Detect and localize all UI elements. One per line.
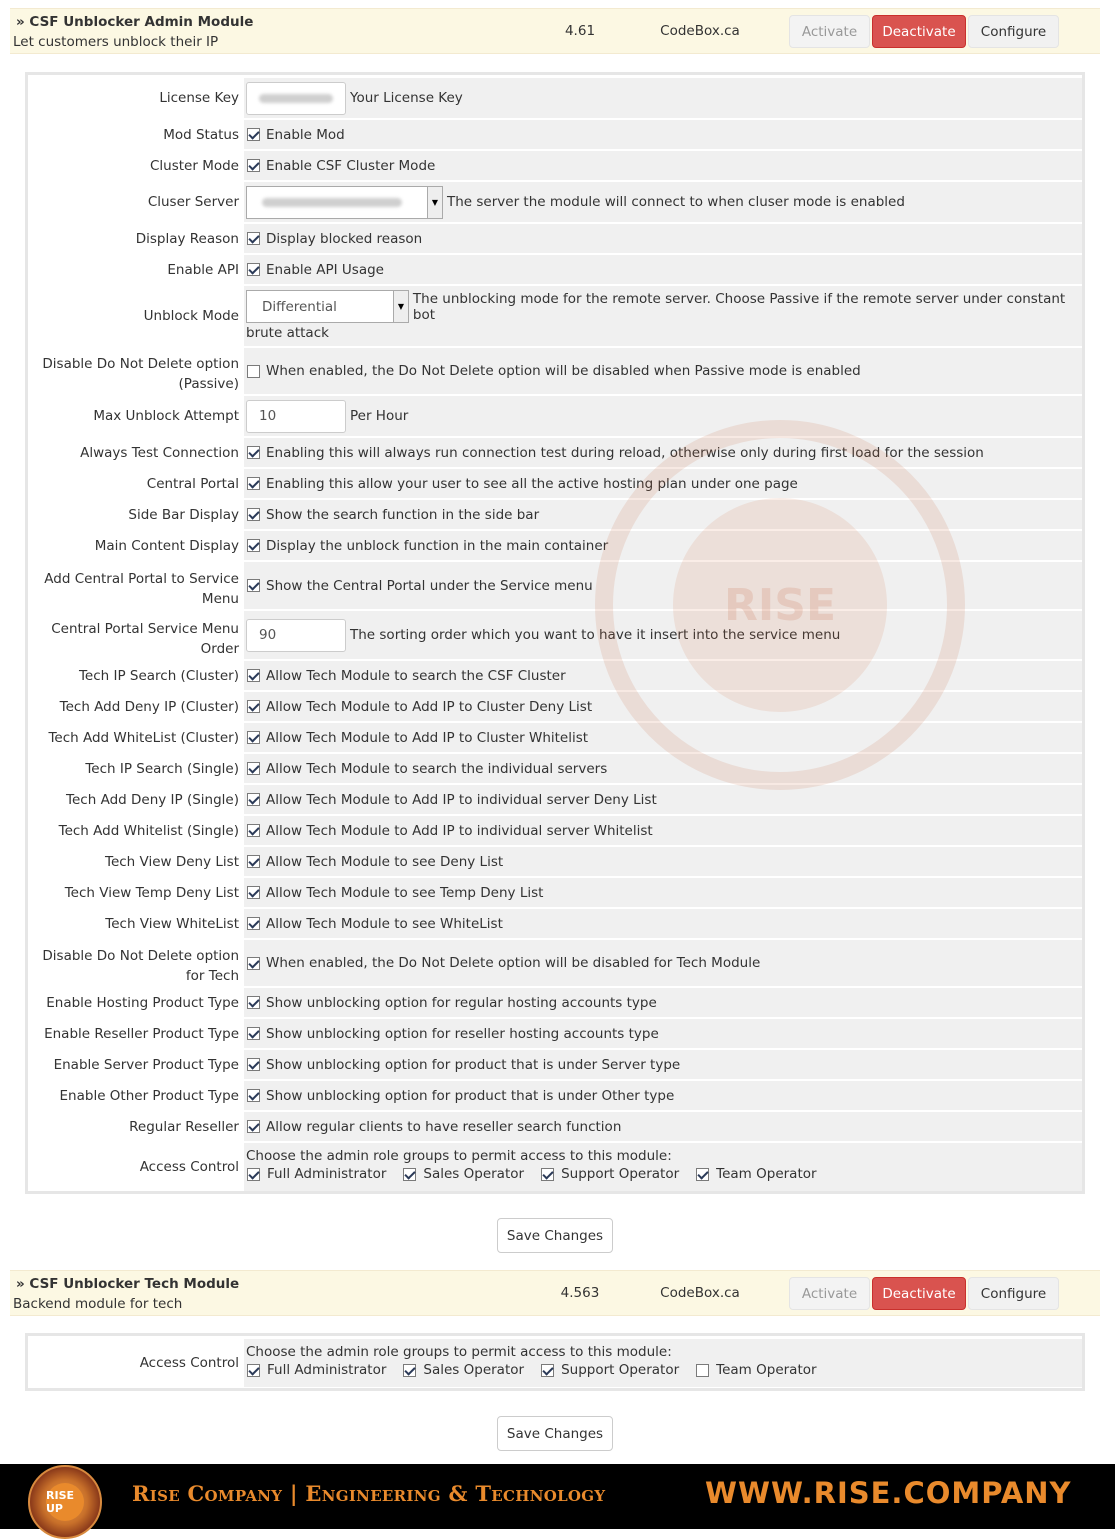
field-text: Enable CSF Cluster Mode [266, 157, 436, 174]
field-hint: The unblocking mode for the remote server. Choose Passive if the remote server under constant bot [412, 290, 1066, 323]
row-disable-dnd-tech [30, 940, 1082, 986]
row-tech-add-deny-cluster [30, 692, 1082, 721]
field-hint: The server the module will connect to when cluser mode is enabled [447, 194, 905, 210]
field-label: Enable Other Product Type [30, 1081, 241, 1110]
role-label: Support Operator [561, 1166, 680, 1182]
module-author: CodeBox.ca [660, 1285, 740, 1301]
field-hint: Per Hour [350, 408, 409, 424]
field-text: Enable Mod [266, 126, 345, 143]
cp-menu-order-input[interactable]: 90 [246, 619, 346, 652]
row-license-key [30, 78, 1082, 118]
row-unblock-mode [30, 286, 1082, 346]
configure-button[interactable]: Configure [968, 1277, 1059, 1310]
disable-dnd-tech-checkbox[interactable] [247, 957, 260, 970]
side-bar-checkbox[interactable] [247, 508, 260, 521]
role-checkbox[interactable] [247, 1364, 260, 1377]
field-text: Allow Tech Module to Add IP to individual server Deny List [266, 791, 657, 808]
field-text: Allow Tech Module to Add IP to Cluster Deny List [266, 698, 593, 715]
role-label: Full Administrator [267, 1362, 387, 1378]
activate-button[interactable]: Activate [789, 1277, 870, 1310]
field-text: Allow Tech Module to search the CSF Cluster [266, 667, 566, 684]
field-label: Central Portal Service Menu [51, 621, 239, 637]
tech-module-header [10, 1270, 1100, 1316]
row-cluser-server [30, 182, 1082, 222]
unblock-mode-select[interactable] [246, 290, 409, 323]
field-text: Show unblocking option for product that is under Other type [266, 1087, 675, 1104]
field-label: Tech View Deny List [30, 847, 241, 876]
field-text: Enabling this allow your user to see all the active hosting plan under one page [266, 475, 798, 492]
field-label: Tech Add Deny IP (Single) [30, 785, 241, 814]
row-display-reason [30, 224, 1082, 253]
field-label: Tech View WhiteList [30, 909, 241, 938]
role-checkbox[interactable] [696, 1168, 709, 1181]
always-test-checkbox[interactable] [247, 446, 260, 459]
tech-add-deny-single-checkbox[interactable] [247, 793, 260, 806]
role-checkbox[interactable] [247, 1168, 260, 1181]
field-text: Enable API Usage [266, 261, 384, 278]
hosting-product-checkbox[interactable] [247, 996, 260, 1009]
tech-ip-search-single-checkbox[interactable] [247, 762, 260, 775]
row-tech-view-temp-deny [30, 878, 1082, 907]
field-text: When enabled, the Do Not Delete option will be disabled for Tech Module [266, 955, 761, 971]
admin-module-header [10, 8, 1100, 54]
field-text: Allow Tech Module to see WhiteList [266, 915, 503, 932]
field-text: Show the Central Portal under the Service menu [266, 577, 593, 594]
regular-reseller-checkbox[interactable] [247, 1120, 260, 1133]
field-text: Enabling this will always run connection test during reload, otherwise only during first load for the session [266, 444, 984, 461]
field-text: Allow Tech Module to see Temp Deny List [266, 884, 544, 901]
tech-config-panel [25, 1333, 1085, 1391]
reseller-product-checkbox[interactable] [247, 1027, 260, 1040]
tech-ip-search-cluster-checkbox[interactable] [247, 669, 260, 682]
row-main-content [30, 531, 1082, 560]
row-central-portal [30, 469, 1082, 498]
field-text: Allow Tech Module to see Deny List [266, 853, 504, 870]
deactivate-button[interactable]: Deactivate [872, 15, 966, 48]
field-label: Cluster Mode [30, 151, 241, 180]
select-value: Differential [262, 298, 337, 315]
field-text: Allow Tech Module to Add IP to individual server Whitelist [266, 822, 653, 839]
field-label: Max Unblock Attempt [30, 396, 241, 436]
row-regular-reseller [30, 1112, 1082, 1141]
role-label: Team Operator [716, 1362, 817, 1378]
field-label: Tech View Temp Deny List [30, 878, 241, 907]
role-checkbox[interactable] [541, 1168, 554, 1181]
module-author: CodeBox.ca [660, 23, 740, 39]
field-text: Allow regular clients to have reseller search function [266, 1118, 622, 1135]
field-label: Enable Server Product Type [30, 1050, 241, 1079]
field-label: Disable Do Not Delete option [42, 356, 239, 372]
tech-add-deny-cluster-checkbox[interactable] [247, 700, 260, 713]
field-label: Regular Reseller [30, 1112, 241, 1141]
module-description: Backend module for tech [13, 1296, 183, 1312]
field-hint-continued: brute attack [246, 325, 329, 341]
field-text: Allow Tech Module to search the individual servers [266, 760, 608, 777]
row-server-product [30, 1050, 1082, 1079]
role-checkbox[interactable] [541, 1364, 554, 1377]
module-description: Let customers unblock their IP [13, 34, 219, 50]
row-side-bar [30, 500, 1082, 529]
tech-add-whitelist-cluster-checkbox[interactable] [247, 731, 260, 744]
row-always-test [30, 438, 1082, 467]
module-version: 4.563 [560, 1285, 600, 1301]
row-disable-dnd-passive [30, 348, 1082, 394]
row-tech-add-deny-single [30, 785, 1082, 814]
add-central-portal-checkbox[interactable] [247, 579, 260, 592]
field-label: Mod Status [30, 120, 241, 149]
max-unblock-input[interactable]: 10 [246, 400, 346, 433]
role-label: Full Administrator [267, 1166, 387, 1182]
row-tech-add-whitelist-cluster [30, 723, 1082, 752]
field-label: Tech IP Search (Single) [30, 754, 241, 783]
configure-button[interactable]: Configure [968, 15, 1059, 48]
field-text: Show unblocking option for regular hosting accounts type [266, 994, 657, 1011]
field-label-line2: for Tech [185, 968, 239, 984]
field-label: Tech Add Whitelist (Single) [30, 816, 241, 845]
role-checkbox[interactable] [696, 1364, 709, 1377]
field-label: Main Content Display [30, 531, 241, 560]
field-text: Display the unblock function in the main container [266, 537, 609, 554]
row-cp-menu-order [30, 611, 1082, 659]
field-label: Add Central Portal to Service [44, 571, 239, 587]
field-label: Tech Add WhiteList (Cluster) [30, 723, 241, 752]
field-text: When enabled, the Do Not Delete option will be disabled when Passive mode is enabled [266, 363, 861, 379]
central-portal-checkbox[interactable] [247, 477, 260, 490]
row-enable-api [30, 255, 1082, 284]
field-label-line2: (Passive) [178, 376, 239, 392]
role-label: Support Operator [561, 1362, 680, 1378]
tech-view-temp-deny-checkbox[interactable] [247, 886, 260, 899]
disable-dnd-passive-checkbox[interactable] [247, 365, 260, 378]
row-tech-add-whitelist-single [30, 816, 1082, 845]
row-add-central-portal [30, 562, 1082, 609]
cluster-mode-checkbox[interactable] [247, 159, 260, 172]
field-label: Unblock Mode [30, 286, 241, 346]
role-label: Team Operator [716, 1166, 817, 1182]
footer-banner [0, 1464, 1115, 1529]
row-cluster-mode [30, 151, 1082, 180]
field-label: Cluser Server [30, 182, 241, 222]
cluser-server-select[interactable] [246, 186, 443, 219]
field-text: Show the search function in the side bar [266, 506, 540, 523]
row-hosting-product [30, 988, 1082, 1017]
field-label: Central Portal [30, 469, 241, 498]
save-changes-button[interactable]: Save Changes [497, 1416, 613, 1451]
module-title: » CSF Unblocker Tech Module [16, 1276, 240, 1292]
field-text: Display blocked reason [266, 230, 423, 247]
field-text: Allow Tech Module to Add IP to Cluster Whitelist [266, 729, 589, 746]
caret-down-icon: ▼ [427, 187, 442, 218]
row-tech-ip-search-cluster [30, 661, 1082, 690]
server-product-checkbox[interactable] [247, 1058, 260, 1071]
field-label: Tech Add Deny IP (Cluster) [30, 692, 241, 721]
row-access-control [30, 1143, 1082, 1191]
field-label: Access Control [30, 1143, 241, 1191]
display-reason-checkbox[interactable] [247, 232, 260, 245]
access-control-intro: Choose the admin role groups to permit access to this module: [246, 1148, 672, 1164]
main-content-checkbox[interactable] [247, 539, 260, 552]
field-label: Side Bar Display [30, 500, 241, 529]
field-hint: The sorting order which you want to have it insert into the service menu [350, 627, 841, 643]
field-label: Enable Reseller Product Type [30, 1019, 241, 1048]
tech-view-deny-checkbox[interactable] [247, 855, 260, 868]
tech-view-whitelist-checkbox[interactable] [247, 917, 260, 930]
tech-add-whitelist-single-checkbox[interactable] [247, 824, 260, 837]
field-label: Always Test Connection [30, 438, 241, 467]
field-label: Enable Hosting Product Type [30, 988, 241, 1017]
role-checkbox[interactable] [403, 1168, 416, 1181]
enable-mod-checkbox[interactable] [247, 128, 260, 141]
row-access-control [30, 1339, 1082, 1387]
field-hint: Your License Key [350, 90, 463, 106]
activate-button[interactable]: Activate [789, 15, 870, 48]
admin-config-panel [25, 72, 1085, 1194]
deactivate-button[interactable]: Deactivate [872, 1277, 966, 1310]
field-label: Enable API [30, 255, 241, 284]
footer-company-name: Rise Company | Engineering & Technology [132, 1481, 606, 1506]
field-label-line2: Menu [201, 591, 239, 607]
row-other-product [30, 1081, 1082, 1110]
row-mod-status [30, 120, 1082, 149]
field-text: Show unblocking option for reseller hosting accounts type [266, 1025, 659, 1042]
role-checkbox[interactable] [403, 1364, 416, 1377]
row-tech-view-whitelist [30, 909, 1082, 938]
row-tech-ip-search-single [30, 754, 1082, 783]
field-label: Tech IP Search (Cluster) [30, 661, 241, 690]
footer-url: WWW.RISE.COMPANY [705, 1476, 1072, 1510]
field-label: License Key [30, 78, 241, 118]
other-product-checkbox[interactable] [247, 1089, 260, 1102]
field-label: Disable Do Not Delete option [42, 948, 239, 964]
row-reseller-product [30, 1019, 1082, 1048]
role-label: Sales Operator [423, 1362, 525, 1378]
module-version: 4.61 [564, 23, 596, 39]
module-title: » CSF Unblocker Admin Module [16, 14, 254, 30]
caret-down-icon: ▼ [393, 291, 408, 322]
field-label: Display Reason [30, 224, 241, 253]
field-text: Show unblocking option for product that is under Server type [266, 1056, 681, 1073]
access-control-intro: Choose the admin role groups to permit access to this module: [246, 1344, 672, 1360]
field-label-line2: Order [200, 641, 239, 657]
license-key-input[interactable] [246, 82, 346, 115]
row-max-unblock [30, 396, 1082, 436]
enable-api-checkbox[interactable] [247, 263, 260, 276]
role-label: Sales Operator [423, 1166, 525, 1182]
rise-logo-icon: RISE UP [28, 1465, 102, 1539]
save-changes-button[interactable]: Save Changes [497, 1218, 613, 1253]
row-tech-view-deny [30, 847, 1082, 876]
field-label: Access Control [30, 1339, 241, 1387]
